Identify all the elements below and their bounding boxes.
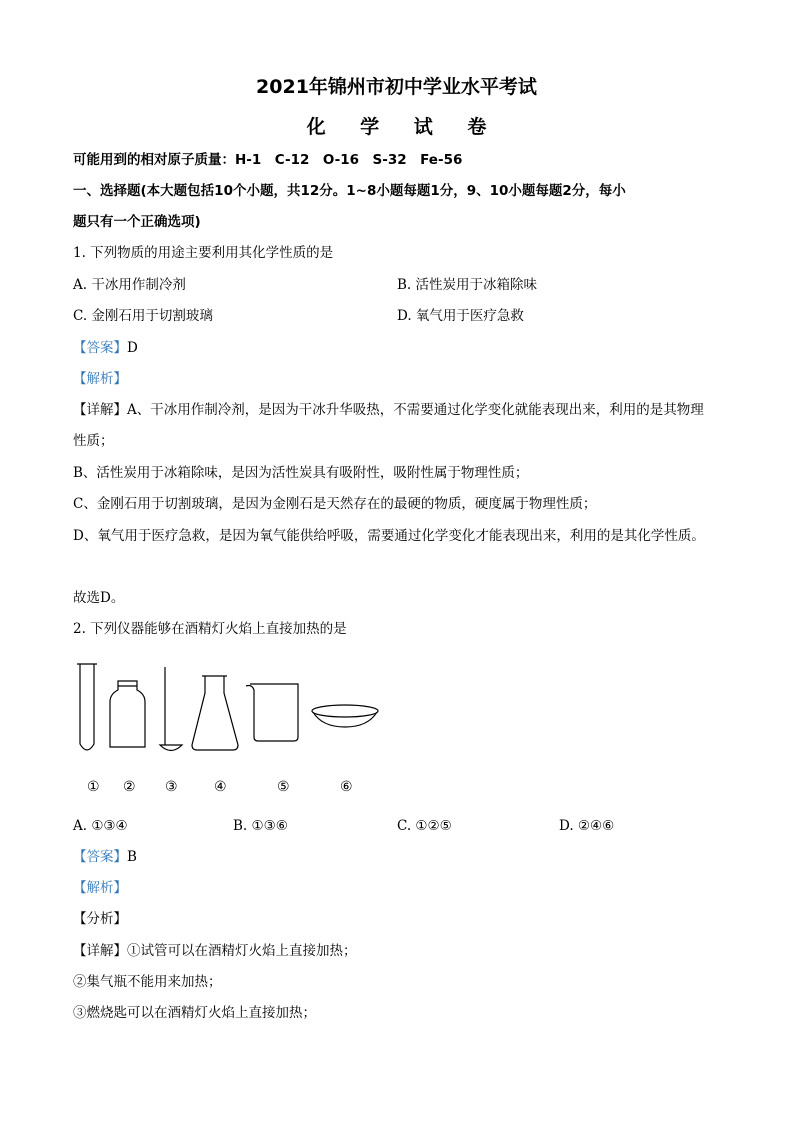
atomic-masses: 可能用到的相对原子质量：H-1 C-12 O-16 S-32 Fe-56 — [73, 152, 463, 168]
q2-option-c: C. ①②⑤ — [397, 818, 452, 834]
q2-option-a: A. ①③④ — [73, 818, 128, 834]
gas-bottle-icon — [110, 681, 145, 747]
answer-value: D — [127, 340, 138, 356]
detail-tag: 【详解】 — [73, 943, 127, 959]
label-2: ② — [123, 779, 136, 795]
q2-fenxi: 【分析】 — [73, 911, 127, 927]
label-1: ① — [87, 779, 100, 795]
q1-detail-c: C、金刚石用于切割玻璃，是因为金刚石是天然存在的最硬的物质，硬度属于物理性质； — [73, 496, 597, 512]
q1-detail-d: D、氧气用于医疗急救，是因为氧气能供给呼吸，需要通过化学变化才能表现出来，利用的是其化学性质。 — [73, 528, 705, 544]
q2-detail-3: ③燃烧匙可以在酒精灯火焰上直接加热； — [73, 1005, 316, 1021]
exam-subtitle: 化 学 试 卷 — [306, 116, 501, 138]
conical-flask-icon — [192, 676, 238, 750]
q1-option-d: D. 氧气用于医疗急救 — [397, 308, 524, 324]
answer-tag: 【答案】 — [73, 340, 127, 356]
q2-stem: 2. 下列仪器能够在酒精灯火焰上直接加热的是 — [73, 621, 347, 637]
analysis-tag: 【解析】 — [73, 880, 127, 896]
q2-option-b: B. ①③⑥ — [233, 818, 288, 834]
q1-option-a: A. 干冰用作制冷剂 — [73, 277, 186, 293]
label-5: ⑤ — [277, 779, 290, 795]
exam-title: 2021年锦州市初中学业水平考试 — [256, 76, 537, 98]
answer-value: B — [127, 849, 137, 865]
detail-tag: 【详解】 — [73, 402, 127, 418]
section-heading-line1: 一、选择题(本大题包括10个小题，共12分。1~8小题每题1分，9、10小题每题2分，每小 — [73, 183, 626, 199]
combustion-spoon-icon — [160, 667, 182, 751]
q1-detail-b: B、活性炭用于冰箱除味，是因为活性炭具有吸附性，吸附性属于物理性质； — [73, 465, 529, 481]
q2-detail-1 — [73, 942, 723, 960]
answer-tag: 【答案】 — [73, 849, 127, 865]
beaker-icon — [246, 684, 298, 741]
label-4: ④ — [214, 779, 227, 795]
q2-option-d: D. ②④⑥ — [559, 818, 615, 834]
q1-stem: 1. 下列物质的用途主要利用其化学性质的是 — [73, 245, 334, 261]
label-6: ⑥ — [340, 779, 353, 795]
label-3: ③ — [165, 779, 178, 795]
q1-conclusion: 故选D。 — [73, 590, 125, 606]
detail-a-text: A、干冰用作制冷剂，是因为干冰升华吸热，不需要通过化学变化就能表现出来，利用的是其物理 — [127, 402, 704, 418]
evaporating-dish-icon — [312, 705, 378, 727]
detail-1-text: ①试管可以在酒精灯火焰上直接加热； — [127, 943, 357, 959]
q2-analysis — [73, 879, 723, 897]
test-tube-icon — [77, 664, 97, 750]
q2-answer — [73, 848, 723, 866]
q1-option-c: C. 金刚石用于切割玻璃 — [73, 308, 213, 324]
section-heading-line2: 题只有一个正确选项) — [73, 214, 201, 230]
q1-option-b: B. 活性炭用于冰箱除味 — [397, 277, 538, 293]
q1-detail-a-cont: 性质； — [73, 433, 114, 449]
analysis-tag: 【解析】 — [73, 371, 127, 387]
q2-detail-2: ②集气瓶不能用来加热； — [73, 974, 222, 990]
